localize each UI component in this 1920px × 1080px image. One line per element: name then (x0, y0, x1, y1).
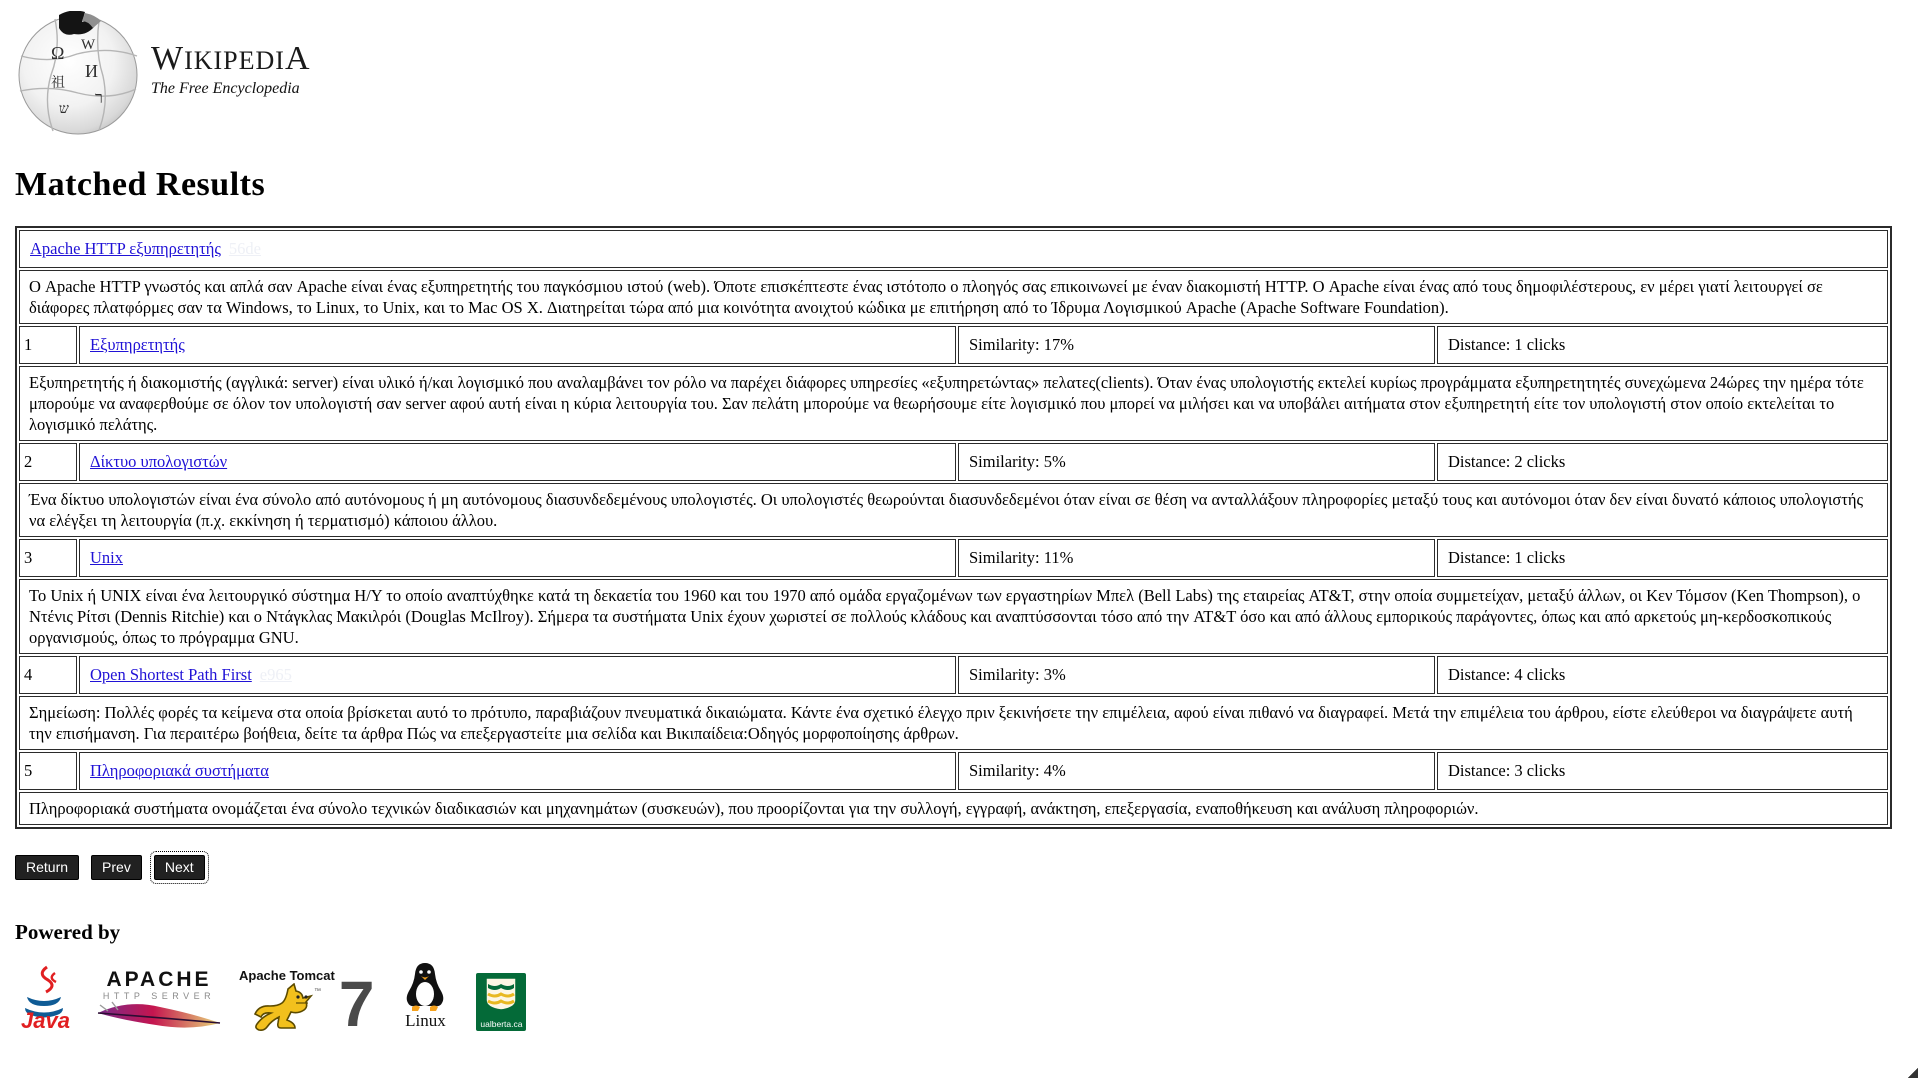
result-id-suffix: e965 (259, 665, 292, 684)
result-similarity: Similarity: 11% (958, 539, 1435, 577)
wordmark-a: A (284, 40, 311, 77)
result-link[interactable]: Δίκτυο υπολογιστών (90, 452, 228, 471)
result-similarity: Similarity: 17% (958, 326, 1435, 364)
wordmark-w: W (151, 40, 185, 77)
result-title-cell (79, 443, 956, 481)
result-link[interactable]: Πληροφοριακά συστήματα (90, 761, 269, 780)
result-link[interactable]: Unix (90, 548, 123, 567)
prev-button[interactable]: Prev (91, 855, 142, 880)
powered-by-logos (15, 961, 1920, 1040)
ualberta-shield-icon (476, 973, 526, 1031)
result-row (19, 443, 1888, 481)
result-distance: Distance: 4 clicks (1437, 656, 1888, 694)
result-rank: 1 (19, 326, 77, 364)
result-description: Ένα δίκτυο υπολογιστών είναι ένα σύνολο από αυτόνομους ή μη αυτόνομους διασυνδεδεμένους υπολογιστές. Οι υπολογιστές θεωρούνται διασυνδεδεμένοι όταν είναι σε θέση να ανταλλάξουν πληροφορίες μεταξύ τους και αυτόνομοι όταν δεν είναι δυνατό κάποιος υπολογιστής να ελέγξει τη λειτουργία (π.χ. εκκίνηση ή τερματισμό) κάποιου άλλου. (19, 483, 1888, 537)
ualberta-logo (476, 973, 526, 1031)
tomcat-version-7: 7 (338, 968, 375, 1040)
svg-text:Ω: Ω (51, 43, 65, 63)
result-similarity: Similarity: 4% (958, 752, 1435, 790)
query-link[interactable]: Apache HTTP εξυπηρετητής (30, 239, 221, 258)
result-rank: 3 (19, 539, 77, 577)
tux-penguin-icon (404, 961, 446, 1013)
powered-by-heading: Powered by (15, 920, 121, 944)
ualberta-logo-label: ualberta.ca (480, 1019, 523, 1029)
result-link[interactable]: Open Shortest Path First (90, 665, 252, 684)
wikipedia-tagline: The Free Encyclopedia (151, 80, 300, 97)
result-title-cell (79, 539, 956, 577)
result-distance: Distance: 3 clicks (1437, 752, 1888, 790)
return-button[interactable]: Return (15, 855, 79, 880)
result-distance: Distance: 1 clicks (1437, 326, 1888, 364)
result-rank: 2 (19, 443, 77, 481)
result-title-cell (79, 752, 956, 790)
svg-text:Java: Java (21, 1008, 70, 1031)
page-title: Matched Results (15, 166, 266, 203)
ualberta-crest-icon (484, 976, 518, 1012)
wordmark-mid: IKIPEDI (184, 46, 285, 75)
result-description: Σημείωση: Πολλές φορές τα κείμενα στα οποία βρίσκεται αυτό το πρότυπο, παραβιάζουν πνευματικά δικαιώματα. Κάντε ένα σχετικό έλεγχο πριν ξεκινήσετε την επιμέλεια, αφού είναι πιθανό να διαγραφεί. Μετά την επιμέλεια του άρθρου, είστε ελεύθεροι να διαγράψετε αυτή την επισήμανση. Για περαιτέρω βοήθεια, δείτε τα άρθρα Πώς να επεξεργαστείτε μια σελίδα και Βικιπαίδεια:Οδηγός μορφοποίησης άρθρων. (19, 696, 1888, 750)
svg-text:ר: ר (95, 90, 103, 107)
result-desc-row (19, 483, 1888, 537)
result-description: Το Unix ή UNIX είναι ένα λειτουργικό σύστημα Η/Υ το οποίο αναπτύχθηκε κατά τη δεκαετία του 1960 και του 1970 από ομάδα εργαζομένων των εργαστηρίων Μπελ (Bell Labs) της εταιρείας AT&T, στην οποία συμμετείχαν, μεταξύ άλλων, οι Κεν Τόμσον (Ken Thompson), ο Ντένις Ρίτσι (Dennis Ritchie) και ο Ντάγκλας Μακιλρόι (Douglas McIlroy). Σήμερα τα συστήματα Unix έχουν χωριστεί σε πολλούς κλάδους και αναπτύσσονται τόσο από την AT&T όσο και από άλλους εμπορικούς παράγοντες, όπως και από αρκετούς μη-κερδοσκοπικούς οργανισμούς, όπως το πρόγραμμα GNU. (19, 579, 1888, 654)
wikipedia-logo (15, 10, 1920, 138)
svg-text:И: И (85, 61, 98, 81)
apache-logo-sub: HTTP SERVER (102, 991, 216, 1001)
resize-corner-artifact (1908, 1068, 1918, 1078)
tomcat-logo-word: Apache Tomcat (239, 968, 335, 983)
wikipedia-wordmark (151, 40, 311, 98)
query-desc-row (19, 270, 1888, 324)
query-description: Ο Apache HTTP γνωστός και απλά σαν Apache είναι ένας εξυπηρετητής του παγκόσμιου ιστού (web). Όποτε επισκέπτεστε ένας ιστότοπο ο πλοηγός σας επικοινωνεί με έναν διακομιστή HTTP. Ο Apache είναι ένας από τους δημοφιλέστερους, εν μέρει γιατί λειτουργεί σε διάφορες πλατφόρμες σαν τα Windows, το Linux, το Unix, και το Mac OS X. Διατηρείται τώρα από μια κοινότητα ανοιχτού κώδικα με επιτήρηση από το Ίδρυμα Λογισμικού Apache (Apache Software Foundation). (19, 270, 1888, 324)
globe-svg (15, 11, 143, 137)
result-desc-row (19, 366, 1888, 441)
toolbar (15, 855, 1920, 880)
result-title-cell (79, 326, 956, 364)
result-row (19, 656, 1888, 694)
query-title-row (19, 230, 1888, 268)
result-row (19, 326, 1888, 364)
svg-text:ש: ש (59, 102, 69, 117)
apache-feather-icon (94, 1001, 224, 1031)
svg-text:™: ™ (313, 988, 321, 995)
result-desc-row (19, 792, 1888, 825)
result-row (19, 539, 1888, 577)
result-description: Εξυπηρετητής ή διακομιστής (αγγλικά: server) είναι υλικό ή/και λογισμικό που αναλαμβάνει τον ρόλο να παρέχει διάφορες υπηρεσίες «εξυπηρετώντας» πελατες(clients). Όταν ένας υπολογιστής εκτελεί κυρίως προγράμματα εξυπηρετητητές συνεχώμενα 24ώρες την ημέρα τότε μπορούμε να αναφερθούμε σε όλον τον υπολογιστή σαν server αφού αυτή είναι η κύρια λειτουργία του. Σαν πελάτη μπορούμε να θεωρήσουμε είτε λογισμικό που μπορεί να μιλήσει και να υποβάλει αιτήματα στον εξυπηρετητή είτε τον υπολογιστή στον οποίο εκτελείται το λογισμικό πελάτης. (19, 366, 1888, 441)
query-id-suffix: 56de (228, 239, 261, 258)
next-button[interactable]: Next (154, 855, 205, 880)
result-desc-row (19, 579, 1888, 654)
wikipedia-globe-icon (15, 11, 143, 137)
wordmark-text (151, 40, 311, 80)
java-logo (15, 965, 73, 1031)
result-title-cell (79, 656, 956, 694)
result-description: Πληροφοριακά συστήματα ονομάζεται ένα σύνολο τεχνικών διαδικασιών και μηχανημάτων (συσκευών), που προορίζονται για την συλλογή, εγγραφή, ανάκτηση, επεξεργασία, εναποθήκευση και ανάλυση πληροφοριών. (19, 792, 1888, 825)
svg-text:祖: 祖 (51, 76, 65, 91)
svg-text:W: W (81, 37, 96, 53)
java-logo-icon (17, 965, 71, 1031)
results-table (15, 226, 1892, 829)
result-desc-row (19, 696, 1888, 750)
linux-logo-label: Linux (405, 1011, 446, 1030)
result-similarity: Similarity: 3% (958, 656, 1435, 694)
result-rank: 5 (19, 752, 77, 790)
linux-logo (404, 961, 446, 1031)
result-distance: Distance: 1 clicks (1437, 539, 1888, 577)
result-similarity: Similarity: 5% (958, 443, 1435, 481)
result-distance: Distance: 2 clicks (1437, 443, 1888, 481)
tomcat-cat-icon (248, 983, 326, 1031)
apache-logo-word: APACHE (106, 968, 212, 991)
apache-http-server-logo (93, 968, 225, 1031)
result-link[interactable]: Εξυπηρετητής (90, 335, 185, 354)
result-row (19, 752, 1888, 790)
query-title-cell (19, 230, 1888, 268)
apache-tomcat-logo (239, 968, 375, 1040)
result-rank: 4 (19, 656, 77, 694)
